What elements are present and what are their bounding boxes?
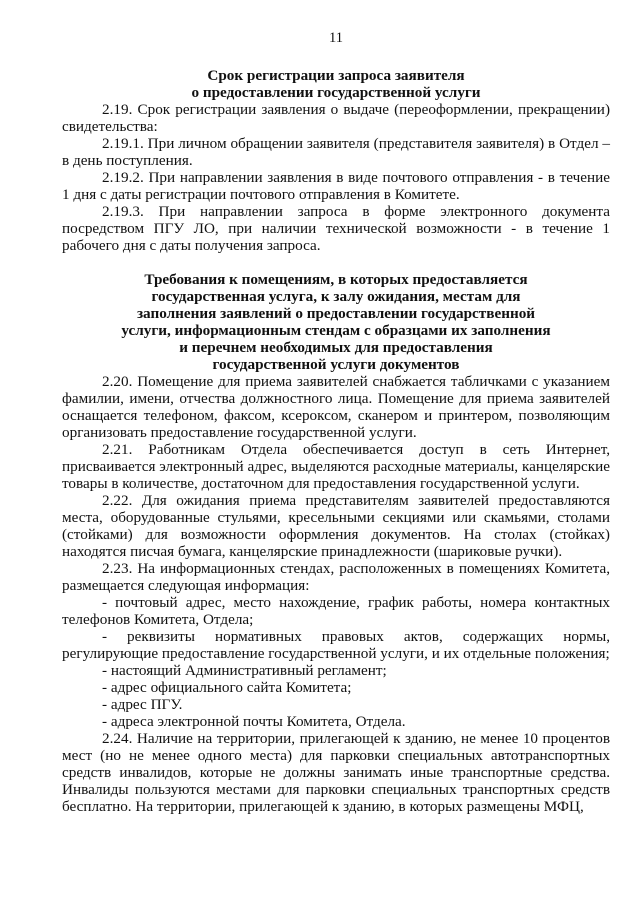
heading-line: государственная услуга, к залу ожидания, местам для [151, 288, 521, 305]
list-item: - адрес ПГУ. [102, 696, 183, 713]
paragraph-2-19: 2.19. Срок регистрации заявления о выдаче (переоформлении, прекращении) свидетельства: [62, 101, 610, 135]
heading-line: Требования к помещениям, в которых предоставляется [144, 271, 528, 288]
paragraph-2-22: 2.22. Для ожидания приема представителям заявителей предоставляются места, оборудованные стульями, кресельными секциями или скамьями, столами (стойками) для возможности оформления документов. На столах (стойках) находятся писчая бумага, канцелярские принадлежности (шариковые ручки). [62, 492, 610, 560]
heading-line: заполнения заявлений о предоставлении государственной [136, 305, 536, 322]
list-item: - реквизиты нормативных правовых актов, содержащих нормы, регулирующие предоставление государственной услуги, и их отдельные положения; [62, 628, 610, 662]
list-item: - адрес официального сайта Комитета; [102, 679, 352, 696]
heading-line: о предоставлении государственной услуги [191, 84, 481, 101]
paragraph-2-24: 2.24. Наличие на территории, прилегающей к зданию, не менее 10 процентов мест (но не менее одного места) для парковки специальных автотранспортных средств инвалидов, которые не должны занимать иные транспортные средства. Инвалиды пользуются местами для парковки специальных транспортных средств бесплатно. На территории, прилегающей к зданию, в которых размещены МФЦ, [62, 730, 610, 815]
paragraph-2-19-1: 2.19.1. При личном обращении заявителя (представителя заявителя) в Отдел – в день поступления. [62, 135, 610, 169]
section-heading-registration [62, 67, 610, 101]
page-number: 11 [329, 30, 343, 46]
paragraph-2-23: 2.23. На информационных стендах, расположенных в помещениях Комитета, размещается следующая информация: [62, 560, 610, 594]
list-item: - настоящий Административный регламент; [102, 662, 387, 679]
heading-line: и перечнем необходимых для предоставления [179, 339, 493, 356]
paragraph-2-19-2: 2.19.2. При направлении заявления в виде почтового отправления - в течение 1 дня с даты регистрации почтового отправления в Комитете. [62, 169, 610, 203]
heading-line: услуги, информационным стендам с образцами их заполнения [121, 322, 551, 339]
heading-line: государственной услуги документов [212, 356, 460, 373]
section-heading-premises [62, 271, 610, 373]
paragraph-2-21: 2.21. Работникам Отдела обеспечивается доступ в сеть Интернет, присваивается электронный адрес, выделяются расходные материалы, канцелярские товары в количестве, достаточном для предоставления государственной услуги. [62, 441, 610, 492]
list-item: - адреса электронной почты Комитета, Отдела. [102, 713, 406, 730]
heading-line: Срок регистрации запроса заявителя [207, 67, 465, 84]
list-item: - почтовый адрес, место нахождение, график работы, номера контактных телефонов Комитета, Отдела; [62, 594, 610, 628]
document-page [62, 30, 610, 815]
paragraph-2-20: 2.20. Помещение для приема заявителей снабжается табличками с указанием фамилии, имени, отчества должностного лица. Помещение для приема заявителей оснащается телефоном, факсом, ксероксом, сканером и принтером, позволяющим организовать предоставление государственной услуги. [62, 373, 610, 441]
paragraph-2-19-3: 2.19.3. При направлении запроса в форме электронного документа посредством ПГУ ЛО, при наличии технической возможности - в течение 1 рабочего дня с даты получения запроса. [62, 203, 610, 254]
